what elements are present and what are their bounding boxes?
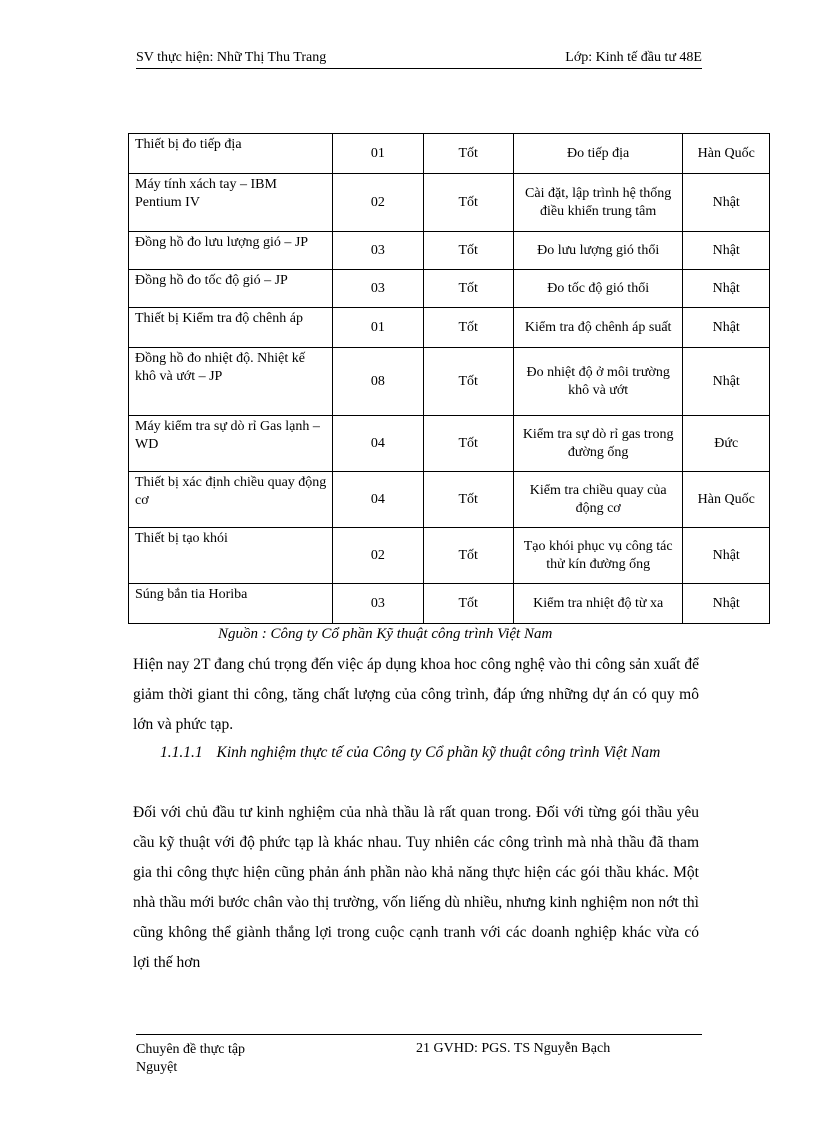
origin-cell: Hàn Quốc [683,134,770,174]
table-row [129,232,770,270]
condition-cell: Tốt [423,348,513,416]
purpose-cell: Kiểm tra chiều quay của động cơ [513,472,683,528]
origin-cell: Hàn Quốc [683,472,770,528]
purpose-cell: Cài đặt, lập trình hệ thống điều khiển trung tâm [513,174,683,232]
quantity-cell: 04 [333,472,423,528]
header-class: Lớp: Kinh tế đầu tư 48E [565,50,702,65]
condition-cell: Tốt [423,174,513,232]
quantity-cell: 03 [333,232,423,270]
table-row [129,416,770,472]
equipment-name-cell: Thiết bị đo tiếp địa [129,134,333,174]
page-footer [136,1034,702,1075]
origin-cell: Nhật [683,174,770,232]
purpose-cell: Đo lưu lượng gió thổi [513,232,683,270]
origin-cell: Nhật [683,348,770,416]
section-title: Kinh nghiệm thực tế của Công ty Cổ phần kỹ thuật công trình Việt Nam [216,744,661,761]
table-row [129,472,770,528]
footer-topic: Chuyên đề thực tập Nguyệt [136,1042,246,1075]
condition-cell: Tốt [423,134,513,174]
equipment-name-cell: Máy kiểm tra sự dò rỉ Gas lạnh – WD [129,416,333,472]
origin-cell: Nhật [683,584,770,624]
origin-cell: Nhật [683,528,770,584]
equipment-name-cell: Đồng hồ đo tốc độ gió – JP [129,270,333,308]
purpose-cell: Kiểm tra độ chênh áp suất [513,308,683,348]
purpose-cell: Đo nhiệt độ ở môi trường khô và ướt [513,348,683,416]
condition-cell: Tốt [423,416,513,472]
origin-cell: Nhật [683,308,770,348]
purpose-cell: Đo tốc độ gió thổi [513,270,683,308]
origin-cell: Nhật [683,232,770,270]
section-heading [160,738,700,768]
equipment-name-cell: Súng bắn tia Horiba [129,584,333,624]
quantity-cell: 03 [333,584,423,624]
purpose-cell: Kiểm tra sự dò rỉ gas trong đường ống [513,416,683,472]
equipment-name-cell: Thiết bị xác định chiều quay động cơ [129,472,333,528]
condition-cell: Tốt [423,232,513,270]
quantity-cell: 03 [333,270,423,308]
quantity-cell: 02 [333,528,423,584]
equipment-name-cell: Đồng hồ đo nhiệt độ. Nhiệt kế khô và ướt – JP [129,348,333,416]
paragraph-intro: Hiện nay 2T đang chú trọng đến việc áp dụng khoa hoc công nghệ vào thi công sản xuất để giảm thời giant thi công, tăng chất lượng của công trình, đáp ứng những dự án có quy mô lớn và phức tạp. [133,656,699,733]
table-row [129,348,770,416]
purpose-cell: Đo tiếp địa [513,134,683,174]
quantity-cell: 01 [333,308,423,348]
table-row [129,174,770,232]
equipment-name-cell: Thiết bị tạo khói [129,528,333,584]
equipment-table [128,133,770,624]
quantity-cell: 08 [333,348,423,416]
condition-cell: Tốt [423,270,513,308]
condition-cell: Tốt [423,584,513,624]
table-row [129,308,770,348]
condition-cell: Tốt [423,472,513,528]
origin-cell: Nhật [683,270,770,308]
page-header [136,50,702,69]
equipment-name-cell: Đồng hồ đo lưu lượng gió – JP [129,232,333,270]
condition-cell: Tốt [423,528,513,584]
equipment-name-cell: Thiết bị Kiểm tra độ chênh áp [129,308,333,348]
quantity-cell: 01 [333,134,423,174]
section-number: 1.1.1.1 [160,744,203,761]
quantity-cell: 04 [333,416,423,472]
table-row [129,270,770,308]
page-number: 21 [416,1041,430,1056]
paragraph-experience: Đối với chủ đầu tư kinh nghiệm của nhà thầu là rất quan trong. Đối với từng gói thầu yêu cầu kỹ thuật với độ phức tạp là khác nhau. Tuy nhiên các công trình mà nhà thầu đã tham gia thi công thực hiện cũng phản ánh phần nào khả năng thực hiện các gói thầu khác. Một nhà thầu mới bước chân vào thị trường, vốn liếng dù nhiều, nhưng kinh nghiệm non nớt thì cũng không thể giành thắng lợi trong cuộc cạnh tranh với các doanh nghiệp khác vừa có lợi thế hơn [133,804,699,971]
purpose-cell: Kiểm tra nhiệt độ từ xa [513,584,683,624]
table-row [129,584,770,624]
footer-advisor-line [416,1041,610,1057]
footer-advisor: GVHD: PGS. TS Nguyễn Bạch [433,1041,611,1056]
equipment-name-cell: Máy tính xách tay – IBM Pentium IV [129,174,333,232]
quantity-cell: 02 [333,174,423,232]
table-source: Nguồn : Công ty Cổ phần Kỹ thuật công trình Việt Nam [218,626,553,642]
condition-cell: Tốt [423,308,513,348]
header-student: SV thực hiện: Nhữ Thị Thu Trang [136,50,327,65]
table-row [129,134,770,174]
origin-cell: Đức [683,416,770,472]
table-row [129,528,770,584]
purpose-cell: Tạo khói phục vụ công tác thử kín đường ống [513,528,683,584]
